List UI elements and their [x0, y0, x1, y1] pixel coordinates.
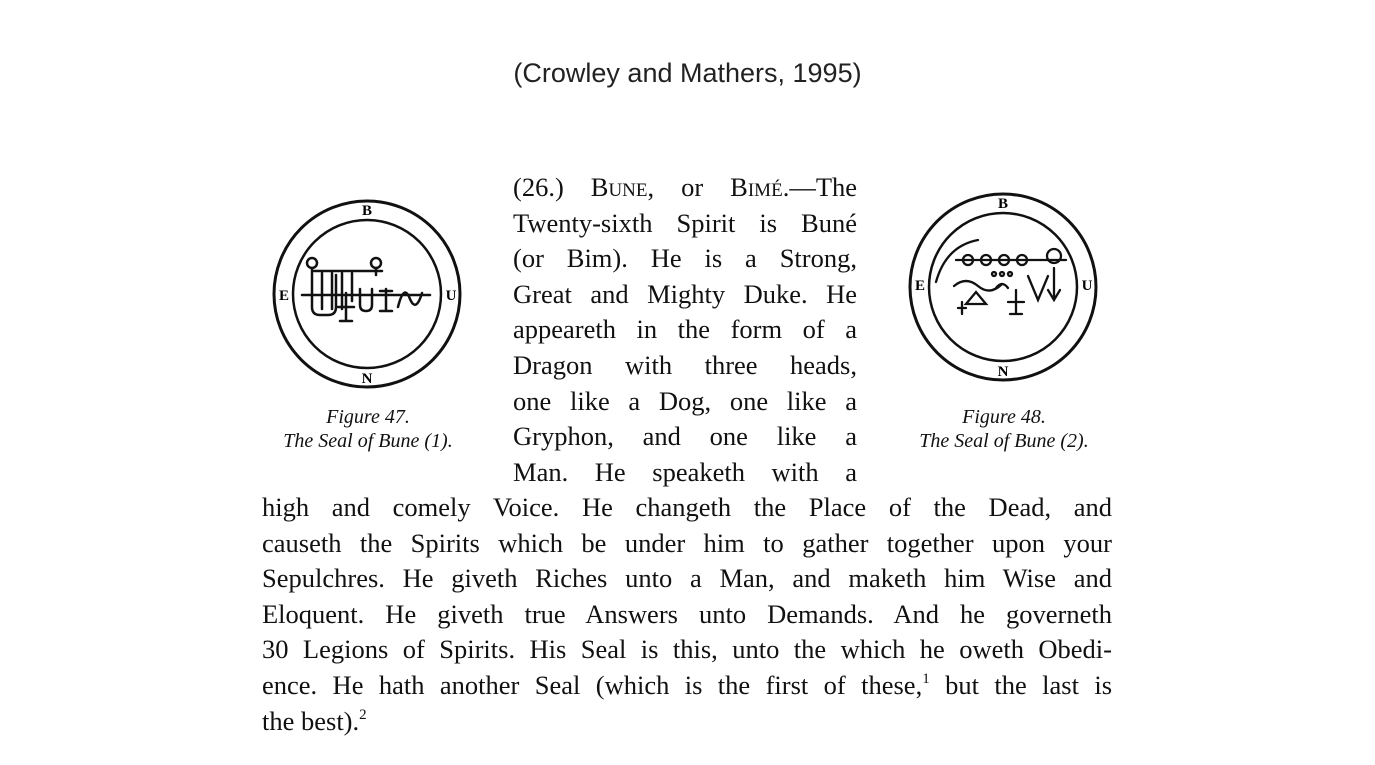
seal-letter-u: U — [1081, 278, 1093, 294]
figure-title: The Seal of Bune (2). — [919, 430, 1089, 452]
body-line: 30 Legions of Spirits. His Seal is this, unto the which he oweth Obedi- — [262, 634, 1112, 665]
body-line: high and comely Voice. He changeth the Place of the Dead, and — [262, 492, 1112, 522]
entry-body-text — [262, 490, 1112, 739]
figure-47-caption — [262, 405, 474, 453]
body-line-text: but the last is — [945, 669, 1113, 700]
column-line: Dragon with three heads, — [513, 349, 857, 380]
seal-letter-e: E — [914, 278, 926, 294]
column-line: one like a Dog, one like a — [513, 385, 857, 416]
body-line: Sepulchres. He giveth Riches unto a Man, and maketh him Wise and — [262, 563, 1112, 594]
figure-title: The Seal of Bune (1). — [283, 430, 453, 452]
entry-heading-line — [513, 170, 857, 206]
seal-letter-e: E — [278, 288, 290, 304]
footnote-marker-2[interactable]: 2 — [359, 706, 367, 723]
spirit-alt-name: Bimé — [730, 172, 783, 202]
figure-48-caption — [898, 405, 1110, 453]
spirit-name: Bune — [590, 172, 648, 202]
figure-number: Figure 48. — [962, 406, 1046, 428]
column-line: (or Bim). He is a Strong, — [513, 243, 857, 274]
entry-column-text — [513, 170, 857, 490]
footnote-marker-1[interactable]: 1 — [922, 670, 930, 687]
column-line: appeareth in the form of a — [513, 314, 857, 345]
body-line-text: ence. He hath another Seal (which is the first of these, — [262, 669, 923, 700]
seal-of-bune-2-image — [906, 190, 1100, 384]
column-line: Great and Mighty Duke. He — [513, 278, 857, 309]
seal-of-bune-1-image — [270, 197, 464, 391]
entry-number: (26.) — [513, 172, 564, 202]
column-line: Man. He speaketh with a — [513, 456, 857, 487]
body-line — [262, 668, 1112, 704]
figure-number: Figure 47. — [326, 406, 410, 428]
column-line: Gryphon, and one like a — [513, 421, 857, 452]
heading-dash: .—The — [782, 172, 858, 202]
seal-letter-u: U — [445, 288, 457, 304]
body-line: Eloquent. He giveth true Answers unto Demands. And he governeth — [262, 598, 1112, 629]
seal-letter-n: N — [361, 371, 373, 387]
column-line: Twenty-sixth Spirit is Buné — [513, 207, 857, 238]
heading-or: , or — [647, 172, 704, 202]
seal-letter-b: B — [997, 196, 1009, 212]
seal-letter-n: N — [997, 364, 1009, 380]
body-line: causeth the Spirits which be under him to gather together upon your — [262, 527, 1112, 558]
seal-letter-b: B — [361, 203, 373, 219]
body-line-text: the best). — [262, 705, 360, 736]
citation-heading: (Crowley and Mathers, 1995) — [513, 58, 862, 88]
body-line — [262, 704, 1112, 740]
